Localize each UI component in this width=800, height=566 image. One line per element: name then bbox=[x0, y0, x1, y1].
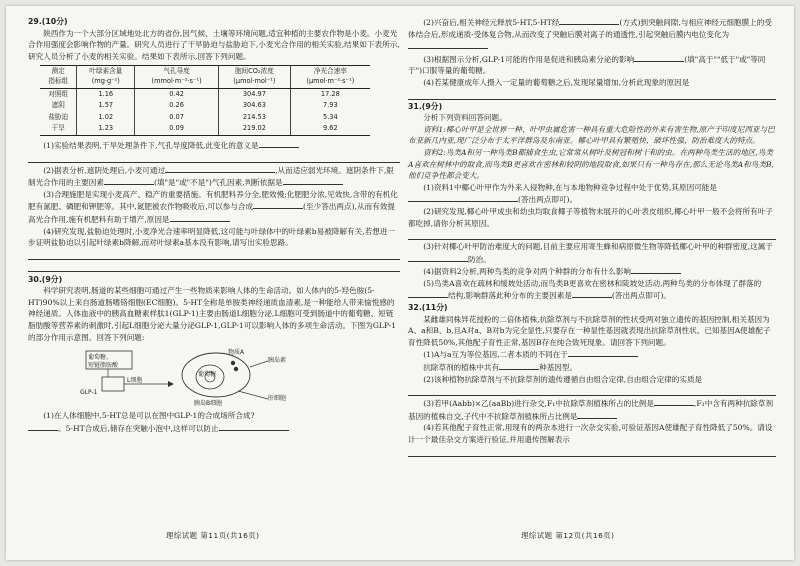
table-row bbox=[40, 123, 370, 135]
table-cell: 304.97 bbox=[219, 88, 291, 100]
table-cell: 5.34 bbox=[290, 112, 370, 124]
arrow-head bbox=[168, 381, 174, 387]
arrow-line bbox=[250, 361, 268, 367]
q30-part3-text-b: (填"高于""低于"或"等同于")口服等量的葡萄糖。 bbox=[408, 54, 766, 76]
table-cell: 对照组 bbox=[40, 88, 77, 100]
q31-part1-text-b: (答出两点即可)。 bbox=[518, 195, 578, 205]
q31-part2: (2)研究发现,椰心叶甲成虫和幼虫均取食椰子等植物未展开的心叶表皮组织,椰心叶甲一般不会将所有叶子都吃掉,请你分析其原因。 bbox=[408, 206, 773, 228]
table-cell: 0.09 bbox=[135, 123, 219, 135]
q32-part3 bbox=[408, 397, 776, 422]
q31-part3-text: (3)针对椰心叶甲防治难度大的问题,目前主要应用寄生蜂和病原微生物等降低椰心叶甲的种群密度,这属于 bbox=[423, 242, 773, 252]
q32-part3-text-b: ,F₁中含有两种抗除草剂基因的植株自交,子代中不抗除草剂植株所占比例是 bbox=[408, 399, 774, 421]
table-cell: 1.57 bbox=[77, 100, 135, 112]
q32-part1 bbox=[408, 348, 776, 361]
q30-part2 bbox=[408, 16, 776, 53]
answer-blank[interactable] bbox=[104, 176, 154, 185]
table-header-cell: 净光合速率 (μmol·m⁻²·s⁻¹) bbox=[290, 66, 370, 88]
q32-part4: (4)若其他配子育性正常,用现有的两杂本进行一次杂交实验,可验证基因A使雄配子育性降低了50%。请设计一个最佳杂交方案进行验证,并用遗传图解表示 bbox=[408, 423, 773, 444]
q29-part2-text-b: ,从而适应弱光环境。遮阴条件下,限制光合作用的主要因素 bbox=[28, 165, 394, 188]
answer-blank[interactable] bbox=[408, 40, 488, 49]
q30-part2-text-b: (方式)到突触间隙,与相应神经元细胞膜上的受体结合后,形成递质-受体复合物,从而改变了突触后膜对离子的通透性,引起突触后膜内电位变化为 bbox=[408, 18, 772, 39]
q30-header: 30.(9分) bbox=[28, 274, 63, 284]
answer-line[interactable] bbox=[28, 249, 400, 260]
answer-blank[interactable] bbox=[634, 53, 684, 62]
answer-blank[interactable] bbox=[259, 139, 299, 148]
answer-blank[interactable] bbox=[408, 289, 448, 298]
diagram-label-nutrient: 葡萄糖、 bbox=[88, 354, 113, 362]
q29-header: 29.(10分) bbox=[28, 17, 68, 26]
q29-part3-text: (3)合理施肥是实现小麦高产、稳产的重要措施。有机肥料养分全,肥效慢;化肥肥分浓,见效快,含带的有机化肥有氮肥、磷肥和钾肥等。其中,氮肥被农作物吸收后,可以参与合成 bbox=[28, 189, 398, 212]
answer-blank[interactable] bbox=[253, 200, 303, 209]
answer-blank[interactable] bbox=[568, 348, 638, 357]
table-cell: 0.07 bbox=[135, 112, 219, 124]
answer-blank[interactable] bbox=[408, 193, 518, 202]
q29-part3-text-b: (至少答出两点),从而有效提高光合作用,施有机肥料有助于增产,原因是 bbox=[28, 202, 395, 224]
granule-dot bbox=[231, 361, 235, 365]
answer-blank[interactable] bbox=[283, 176, 343, 185]
q32-header: 32.(11分) bbox=[408, 303, 448, 313]
answer-blank[interactable] bbox=[654, 397, 694, 406]
q29-intro: 陕西作为一个大部分区域地处北方的省份,因气候、土壤等环境问题,适宜种植的主要农作物是小麦。小麦光合作用强度会影响作物的产量。研究人员进行了干旱胁迫与盐胁迫下,小麦光合作用的相关实验,结果如下表所示,研究人员分析了小麦的相关实验。结果如下表所示,回答下列问题。 bbox=[28, 28, 400, 61]
q32-part1-cont bbox=[408, 361, 776, 374]
answer-blank[interactable] bbox=[559, 16, 619, 25]
q30-part4: (4)若某健康成年人摄入一定量的葡萄糖之后,发现尿量增加,分析此现象的原因是 bbox=[423, 77, 690, 87]
q31-part4 bbox=[408, 265, 776, 278]
table-header-cell: 胞间CO₂浓度 (μmol·mol⁻¹) bbox=[219, 66, 291, 88]
q32-part1-text: (1)A与a互为等位基因,二者本质的不同在于 bbox=[423, 350, 568, 360]
q31-part1-text: (1)资料1中椰心叶甲作为外来入侵物种,在与本地物种竞争过程中处于优势,其原因可能是 bbox=[423, 182, 717, 192]
answer-blank[interactable] bbox=[165, 164, 275, 173]
q32-part2: (2)该种植物抗除草剂与不抗除草剂的遗传遵循自由组合定律,自由组合定律的实质是 bbox=[423, 374, 703, 384]
diagram-label-glp1: GLP-1 bbox=[80, 389, 98, 397]
diagram-label-l-cell: L细胞 bbox=[127, 377, 143, 385]
table-cell: 214.53 bbox=[219, 112, 291, 124]
q32-part1-text-c: 抗除草剂的植株中共有 bbox=[423, 363, 500, 373]
table-header-cell: 测定 指标组 bbox=[40, 66, 77, 88]
q29-part2-text-a: (2)据表分析,遮阴处理后,小麦可通过 bbox=[43, 165, 166, 175]
q30-part2-text: (2)兴奋后,相关神经元释放5-HT,5-HT经 bbox=[423, 18, 560, 27]
answer-line[interactable] bbox=[408, 89, 776, 100]
table-header-cell: 气孔导度 (mmol·m⁻²·s⁻¹) bbox=[135, 66, 219, 88]
q30-part1-cont bbox=[28, 422, 400, 435]
q31-part5-text-b: 结构,影响群落此种分布的主要因素是 bbox=[448, 291, 572, 301]
answer-line[interactable] bbox=[408, 385, 776, 396]
q29-part2-text-c: (填"是"或"不是")气孔因素,判断依据是 bbox=[153, 178, 283, 188]
table-header-cell: 叶绿素含量 (mg·g⁻¹) bbox=[77, 66, 135, 88]
q31-part3 bbox=[408, 241, 776, 265]
diagram-label-pancreas: 胰岛素 bbox=[268, 357, 287, 365]
q31-header: 31.(9分) bbox=[408, 101, 443, 111]
table-cell: 304.63 bbox=[219, 100, 291, 112]
footer-page-11: 理综试题 第11页(共16页) bbox=[166, 531, 260, 540]
q30-intro: 科学研究表明,肠道的某些细胞可通过产生一些物质来影响人体的生命活动。如人体内的5-羟色胺(5-HT)90%以上来自肠道肠嗜铬细胞(EC细胞)。5-HT全称是单胺类神经递质血清素,是一种能给人带来愉悦感的神经递质。人体血液中的胰高血糖素样肽1(GLP-1)主要由肠道L细胞分泌,L细胞可受到肠道中的葡萄糖、短链脂肪酸等营养素的刺激时,引起L细胞分泌大量分泌GLP-1,GLP-1可以影响人体的多项生命活动。下图为GLP-1的部分作用示意图。回答下列问题: bbox=[28, 286, 397, 342]
exam-sheet bbox=[6, 6, 794, 560]
diagram-label-liver: 肝细胞 bbox=[268, 395, 287, 403]
table-cell: 盐胁迫 bbox=[40, 112, 77, 124]
q31-part4-text: (4)据资料2分析,两种鸟类的竞争对两个种群的分布有什么影响 bbox=[423, 267, 632, 277]
answer-blank[interactable] bbox=[219, 422, 289, 431]
table-row bbox=[40, 112, 370, 124]
table-cell: 1.16 bbox=[77, 88, 135, 100]
q30-part1-text-b: 。5-HT合成后,储存在突触小泡中,这样可以防止 bbox=[58, 423, 219, 433]
table-header-row bbox=[40, 66, 370, 88]
q30-part3 bbox=[408, 53, 776, 77]
q31-part1 bbox=[408, 182, 776, 206]
answer-blank[interactable] bbox=[408, 253, 468, 262]
table-cell: 17.28 bbox=[290, 88, 370, 100]
right-page bbox=[408, 16, 776, 458]
answer-line[interactable] bbox=[408, 446, 776, 457]
q31-part5-text-c: (答出两点即可)。 bbox=[611, 291, 672, 301]
footer-page-12: 理综试题 第12页(共16页) bbox=[521, 531, 615, 540]
diagram-label-fatty-acid: 短链脂肪酸 bbox=[88, 362, 119, 370]
q32-intro: 某雌雄同株异花授粉的二倍体植株,抗除草剂与不抗除草剂的性状受两对独立遗传的基因控制,相关基因为A、a和B、b,且A对a、B对b为完全显性,只要存在一种显性基因就表现出抗除草剂性状。已知基因A使雄配子育性降低50%,其他配子育性正常,基因B存在纯合致死现象。请回答下列问题。 bbox=[408, 314, 771, 347]
q30-part1: (1)在人体细胞中,5-HT总是可以在图中GLP-1的合成场所合成? bbox=[43, 411, 255, 421]
q31-part3-text-b: 防治。 bbox=[468, 254, 491, 264]
q30-part3-text: (3)根据图示分析,GLP-1可能的作用是促进和胰岛素分泌的影响 bbox=[423, 54, 635, 64]
table-cell: 遮阴 bbox=[40, 100, 77, 112]
answer-blank[interactable] bbox=[170, 213, 230, 222]
left-page bbox=[28, 16, 400, 434]
q31-part5 bbox=[408, 278, 776, 302]
diagram-label-glucose: 葡萄糖 bbox=[198, 371, 217, 379]
q31-intro: 分析下列资料回答问题。 bbox=[423, 113, 507, 123]
answer-line[interactable] bbox=[28, 152, 400, 163]
arrow-line bbox=[238, 391, 268, 399]
l-cell-shape bbox=[102, 377, 124, 391]
answer-blank[interactable] bbox=[577, 410, 617, 419]
answer-blank[interactable] bbox=[28, 422, 58, 431]
table-row bbox=[40, 100, 370, 112]
answer-blank[interactable] bbox=[572, 289, 612, 298]
q29-part4: (4)研究发现,盐胁迫处理时,小麦净光合速率明显降低,这可能与叶绿体中的叶绿素b易被降解有关,若想进一步证明盐胁迫以引起叶绿素b降解,而对叶绿素a基本没有影响,请写出实验思路。 bbox=[28, 226, 395, 248]
table-cell: 干旱 bbox=[40, 123, 77, 135]
q32-part3-text: (3)若甲(Aabb)×乙(aaBb)进行杂交,F₁中抗除草剂植株所占的比例是 bbox=[423, 399, 654, 409]
table-cell: 0.42 bbox=[135, 88, 219, 100]
table-cell: 1.02 bbox=[77, 112, 135, 124]
q29-part3 bbox=[28, 189, 400, 226]
q29-part2 bbox=[28, 164, 400, 189]
q32-part1-text-b: 种基因型。 bbox=[539, 363, 578, 373]
table-row bbox=[40, 88, 370, 100]
q29-part1 bbox=[28, 139, 400, 152]
diagram-label-insulin-b: 胰岛B细胞 bbox=[194, 400, 223, 408]
answer-line[interactable] bbox=[408, 229, 776, 240]
q29-part1-text: (1)实验结果表明,干旱处理条件下,气孔导度降低,此变化的意义是 bbox=[43, 140, 259, 150]
q31-material2: 资料2:鸟类A和另一种鸟类B都捕食生虫,它常常从树叶及树冠和树干和的虫。在两种鸟类生活的地区,鸟类A喜欢在树林中的取食,而鸟类B更喜欢在密林和较阴的地段取食,如果只有一种鸟存在,那么无论鸟类A和鸟类B,他们竞争性都会变大。 bbox=[408, 147, 774, 181]
answer-blank[interactable] bbox=[631, 265, 681, 274]
table-cell: 7.93 bbox=[290, 100, 370, 112]
answer-line[interactable] bbox=[28, 261, 400, 272]
q31-material1: 资料1:椰心叶甲是全世界一种、叶甲虫属危害一种具有重大危险性的外来有害生物,原产于印度尼西亚与巴布亚新几内亚,现广泛分布于太平洋群岛及东南亚。椰心叶甲具有繁殖快、破坏性强、防治难度大的特点。 bbox=[408, 124, 775, 146]
q31-part5-text: (5)鸟类A喜欢在疏林和缓坡处活动,而鸟类B更喜欢在密林和陡坡处活动,两种鸟类的分布体现了群落的 bbox=[423, 278, 762, 288]
answer-blank[interactable] bbox=[499, 361, 539, 370]
table-cell: 219.02 bbox=[219, 123, 291, 135]
glp1-diagram bbox=[28, 345, 400, 407]
table-cell: 0.26 bbox=[135, 100, 219, 112]
granule-dot bbox=[234, 367, 238, 371]
diagram-label-substance-a: 物质A bbox=[228, 349, 245, 357]
table-cell: 9.62 bbox=[290, 123, 370, 135]
q29-data-table bbox=[40, 65, 370, 136]
table-cell: 1.23 bbox=[77, 123, 135, 135]
